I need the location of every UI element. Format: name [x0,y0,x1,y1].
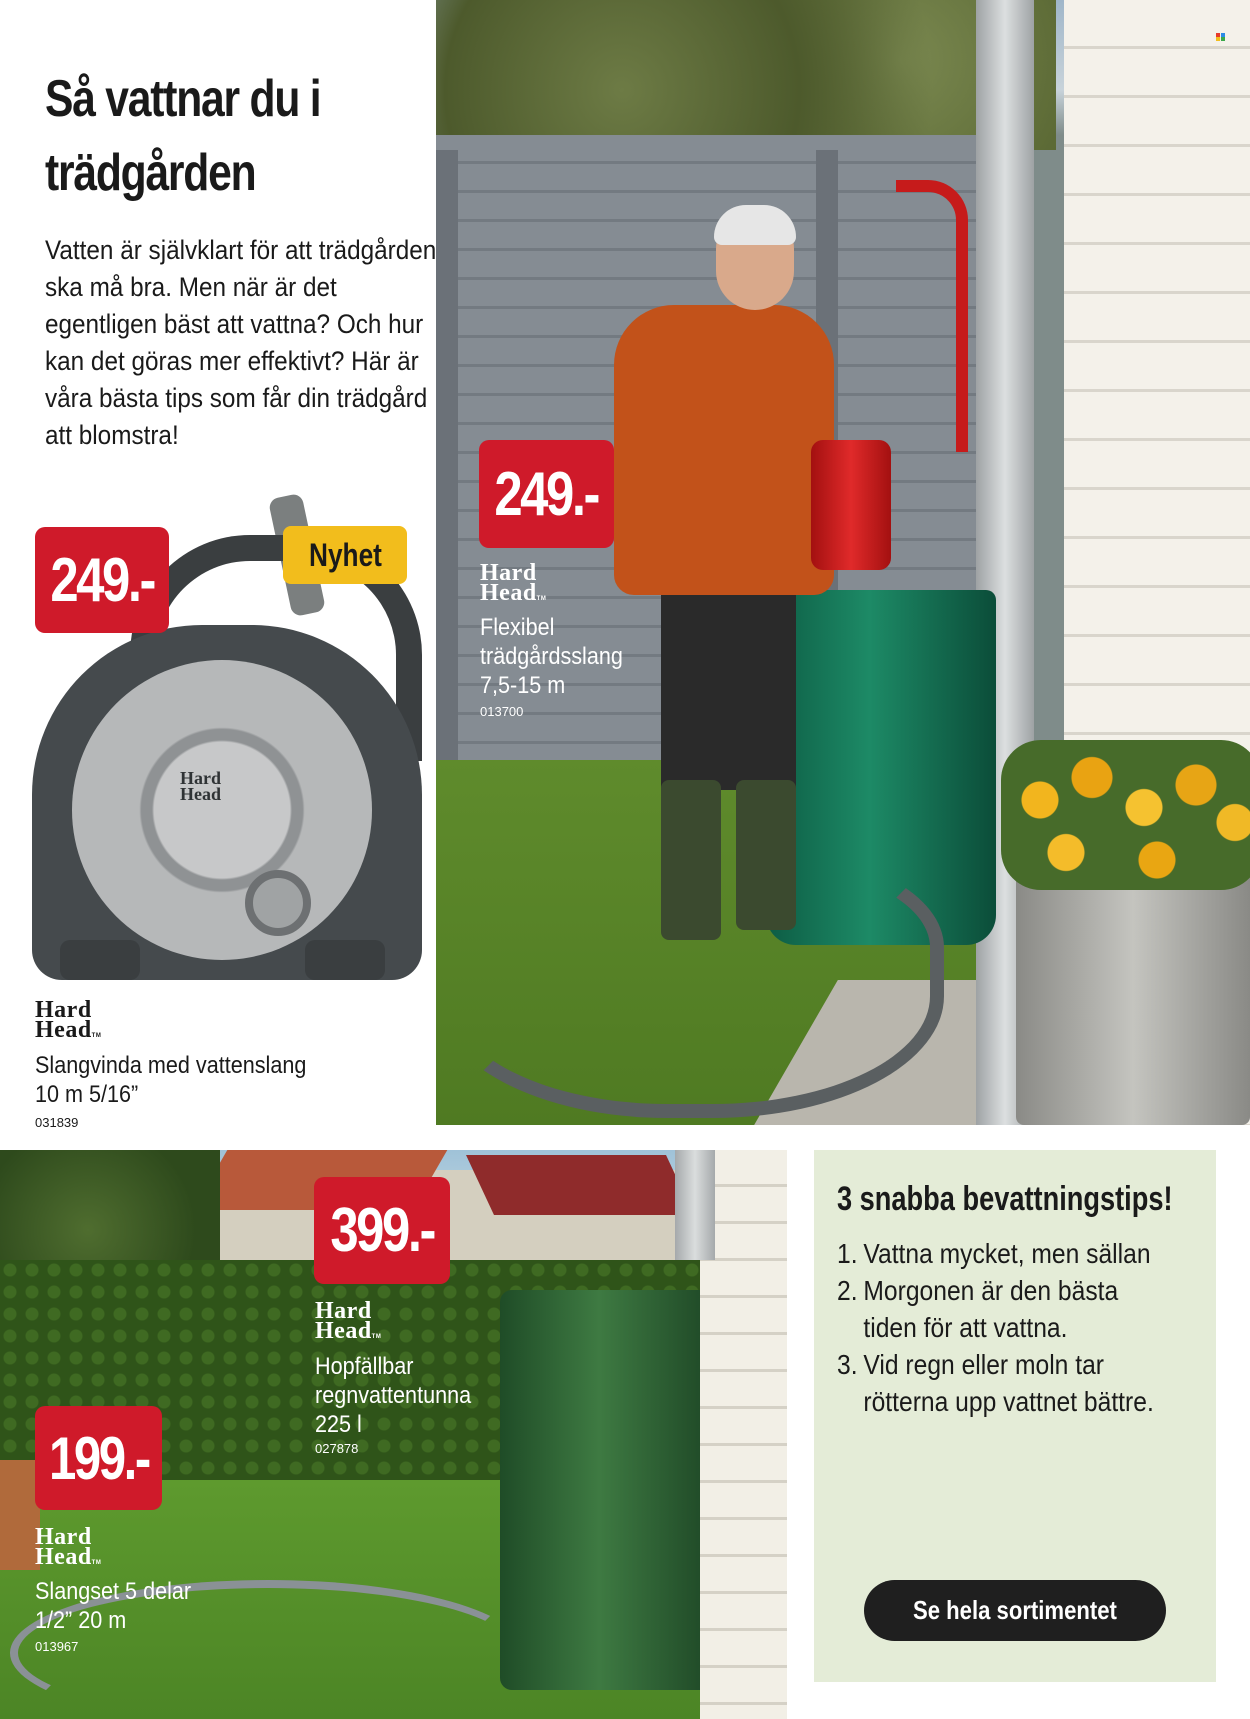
product-name: Flexibel [480,614,555,641]
flower-pot [1016,850,1250,1125]
page-title: Så vattnar du i trädgården [45,70,321,202]
roof [466,1155,694,1215]
background-trees [436,0,1056,150]
product-sku: 013967 [35,1639,79,1654]
intro-text: Vatten är självklart för att trädgården ska må bra. Men när är det egentligen bäst att vattna? Och hur kan det göras mer effektivt? Här är våra bästa tips som får din trädgård att blomstra! [45,235,437,450]
tips-list [837,1235,1171,1420]
pump-handle [896,180,968,452]
product-sku: 013700 [480,704,524,719]
reel-foot [60,940,140,980]
product-name: 10 m 5/16” [35,1081,139,1108]
product-sku: 027878 [315,1441,359,1456]
reel-brand-logo: Hard Head [180,768,222,804]
see-all-products-button[interactable]: Se hela sortimentet [864,1580,1166,1641]
brand-logo-hard-head: Hard HeadTM [480,560,547,606]
brand-logo-hard-head: Hard HeadTM [315,1298,382,1344]
reel-crank-knob [245,870,311,936]
product-info-flex-hose [480,613,680,719]
yellow-flowers [1001,740,1250,890]
downpipe [675,1150,715,1260]
product-name: 1/2” 20 m [35,1607,127,1634]
tip-item: 2. Morgonen är den bästa tiden för att vattna. [837,1275,1119,1343]
product-name: Slangset 5 delar [35,1578,192,1605]
price-badge-rain-barrel: 399.- [314,1177,450,1284]
product-sku: 031839 [35,1115,79,1130]
collapsible-rain-barrel [500,1290,720,1690]
new-badge: Nyhet [283,526,407,584]
color-dots-icon [1216,33,1226,41]
price-badge-hose-set: 199.- [35,1406,162,1510]
red-pump [811,440,891,570]
brand-logo-hard-head: Hard HeadTM [35,997,102,1043]
hero-photo-man-watering [436,0,1250,1125]
product-info-rain-barrel [315,1352,515,1456]
product-name: 7,5-15 m [480,672,566,699]
product-name: 225 l [315,1411,362,1438]
product-info-hose-set [35,1577,255,1654]
tip-item: 1. Vattna mycket, men sällan [837,1238,1151,1269]
tips-title: 3 snabba bevattningstips! [837,1180,1173,1218]
man-legs [661,590,796,790]
price-badge-hose-reel: 249.- [35,527,169,633]
reel-foot [305,940,385,980]
reel-drum [72,660,372,960]
tip-item: 3. Vid regn eller moln tar rötterna upp vattnet bättre. [837,1349,1154,1417]
product-name: trädgårdsslang [480,643,623,670]
product-info-hose-reel [35,1051,415,1130]
man-hair [714,205,796,245]
flower-pot [0,1460,40,1570]
brand-logo-hard-head: Hard HeadTM [35,1524,102,1570]
man-orange-jacket [614,305,834,595]
price-badge-flex-hose: 249.- [479,440,614,548]
product-name: Hopfällbar [315,1353,414,1380]
product-name: Slangvinda med vattenslang [35,1052,307,1079]
product-name: regnvattentunna [315,1382,472,1409]
